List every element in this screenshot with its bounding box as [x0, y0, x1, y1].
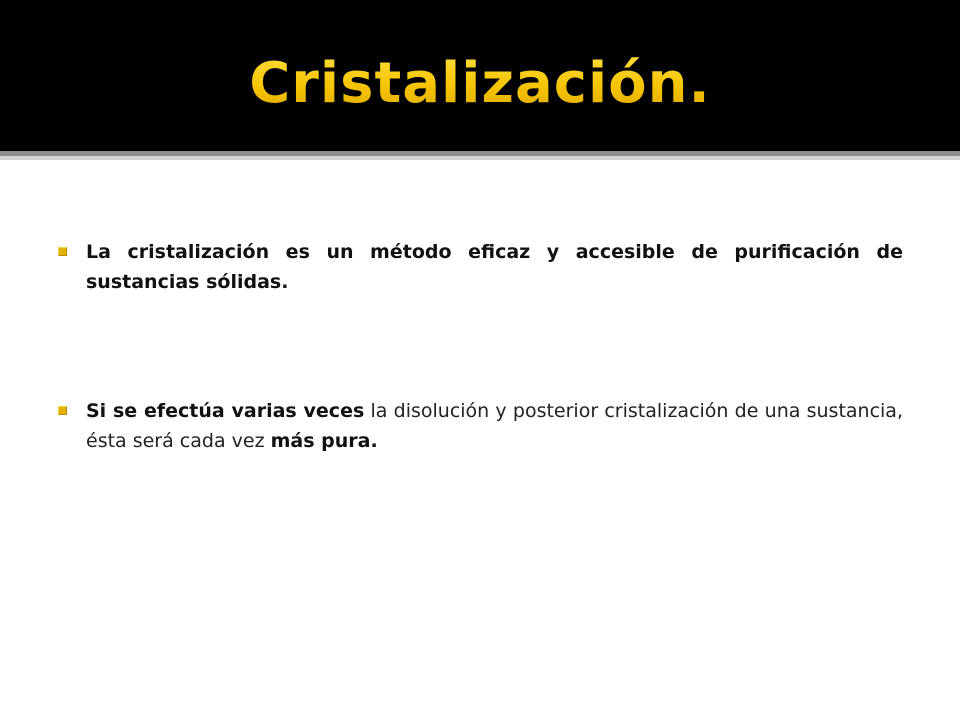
bullet-text-2 — [86, 396, 903, 456]
square-bullet-icon — [58, 406, 67, 415]
bullet-item-1 — [58, 237, 903, 297]
bullet-item-2 — [58, 396, 903, 456]
title-bar — [0, 0, 960, 151]
square-bullet-icon — [58, 247, 67, 256]
bullet-text-1 — [86, 237, 903, 297]
slide-title: Cristalización. — [0, 46, 960, 122]
bullet-2-regular-text: la disolución y posterior cristalización de una sustancia, ésta será cada vez — [86, 400, 903, 452]
bullet-1-bold-text: La cristalización es un método eficaz y accesible de purificación de sustancias sólidas. — [86, 241, 903, 293]
title-divider-light — [0, 156, 960, 160]
bullet-2-bold-lead: Si se efectúa varias veces — [86, 400, 365, 422]
bullet-2-bold-end: más pura. — [270, 430, 378, 452]
